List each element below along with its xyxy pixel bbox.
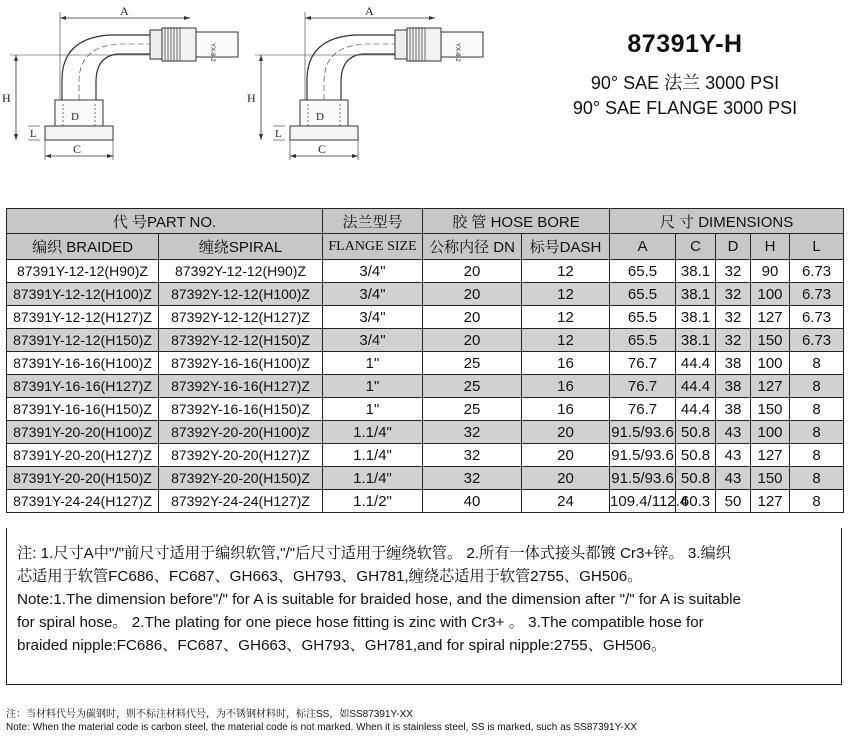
table-row: 87391Y-16-16(H100)Z 87392Y-16-16(H100)Z 1" 25 16 76.7 44.4 38 100 8 — [7, 352, 844, 375]
label-l: L — [30, 128, 37, 140]
header-flange-size: FLANGE SIZE — [323, 234, 423, 260]
hose-code-right: YX-8-2 — [454, 43, 460, 62]
note-cn-line: 注: 1.尺寸A中"/"前尺寸适用于编织软管,"/"后尺寸适用于缠绕软管。 2.所有一体式接头都镀 Cr3+锌。 3.编织 — [17, 545, 731, 562]
header-part-no: 代 号PART NO. — [7, 209, 323, 234]
table-row: 87391Y-20-20(H100)Z 87392Y-20-20(H100)Z 1.1/4" 32 20 91.5/93.6 50.8 43 100 8 — [7, 421, 844, 444]
footer-en: Note: When the material code is carbon steel, the material code is not marked. When it is stainless steel, SS is marked, such as SS87391Y-XX — [6, 722, 638, 733]
label-d: D — [316, 111, 324, 123]
header-c: C — [676, 234, 716, 260]
header-h: H — [751, 234, 790, 260]
table-row: 87391Y-20-20(H150)Z 87392Y-20-20(H150)Z 1.1/4" 32 20 91.5/93.6 50.8 43 150 8 — [7, 467, 844, 490]
header-d: D — [716, 234, 751, 260]
label-a: A — [365, 4, 374, 18]
header-dimensions: 尺 寸 DIMENSIONS — [610, 209, 844, 234]
label-h: H — [247, 91, 256, 105]
footer-note — [6, 708, 637, 734]
header-l: L — [790, 234, 844, 260]
header-a: A — [610, 234, 676, 260]
label-c: C — [318, 142, 327, 156]
label-d: D — [71, 111, 79, 123]
fitting-drawing-spiral — [245, 0, 495, 170]
table-row: 87391Y-12-12(H150)Z 87392Y-12-12(H150)Z 3/4" 20 12 65.5 38.1 32 150 6.73 — [7, 329, 844, 352]
spec-table — [6, 208, 844, 513]
product-code: 87391Y-H — [627, 30, 743, 58]
header-spiral: 缠绕SPIRAL — [159, 234, 323, 260]
fitting-drawing-braided — [0, 0, 250, 170]
table-row: 87391Y-24-24(H127)Z 87392Y-24-24(H127)Z 1.1/2" 40 24 109.4/112.4 60.3 50 127 8 — [7, 490, 844, 513]
note-cn-line: 芯适用于软管FC686、FC687、GH663、GH793、GH781,缠绕芯适用于软管2755、GH506。 — [17, 568, 643, 585]
header-dash: 标号DASH — [522, 234, 610, 260]
subtitle-en: 90° SAE FLANGE 3000 PSI — [572, 98, 798, 118]
table-row: 87391Y-16-16(H127)Z 87392Y-16-16(H127)Z 1" 25 16 76.7 44.4 38 127 8 — [7, 375, 844, 398]
note-en-line: for spiral hose。 2.The plating for one piece hose fitting is zinc with Cr3+ 。 3.The compatible hose for — [17, 614, 704, 631]
label-h: H — [2, 91, 11, 105]
notes-box — [6, 528, 842, 685]
subtitle-cn: 90° SAE 法兰 3000 PSI — [590, 73, 780, 93]
header-dn: 公称内径 DN — [423, 234, 522, 260]
label-l: L — [275, 128, 282, 140]
header-hose-bore: 胶 管 HOSE BORE — [423, 209, 610, 234]
note-en-line: Note:1.The dimension before"/" for A is suitable for braided hose, and the dimension after "/" for A is suitable — [17, 591, 741, 608]
footer-cn: 注：当材料代号为碳钢时，则不标注材料代号，为不锈钢材料时，标注SS，如SS87391Y-XX — [6, 709, 413, 720]
label-c: C — [73, 142, 82, 156]
table-row: 87391Y-20-20(H127)Z 87392Y-20-20(H127)Z 1.1/4" 32 20 91.5/93.6 50.8 43 127 8 — [7, 444, 844, 467]
table-row: 87391Y-12-12(H100)Z 87392Y-12-12(H100)Z 3/4" 20 12 65.5 38.1 32 100 6.73 — [7, 283, 844, 306]
table-row: 87391Y-12-12(H127)Z 87392Y-12-12(H127)Z 3/4" 20 12 65.5 38.1 32 127 6.73 — [7, 306, 844, 329]
header-flange-type: 法兰型号 — [323, 209, 423, 234]
header-braided: 编织 BRAIDED — [7, 234, 159, 260]
label-a: A — [120, 4, 129, 18]
hose-code-left: YX-8-2 — [209, 43, 215, 62]
table-row: 87391Y-16-16(H150)Z 87392Y-16-16(H150)Z 1" 25 16 76.7 44.4 38 150 8 — [7, 398, 844, 421]
table-row: 87391Y-12-12(H90)Z 87392Y-12-12(H90)Z 3/4" 20 12 65.5 38.1 32 90 6.73 — [7, 260, 844, 283]
note-en-line: braided nipple:FC686、FC687、GH663、GH793、GH781,and for spiral nipple:2755、GH506。 — [17, 637, 667, 654]
title-block — [530, 30, 840, 119]
